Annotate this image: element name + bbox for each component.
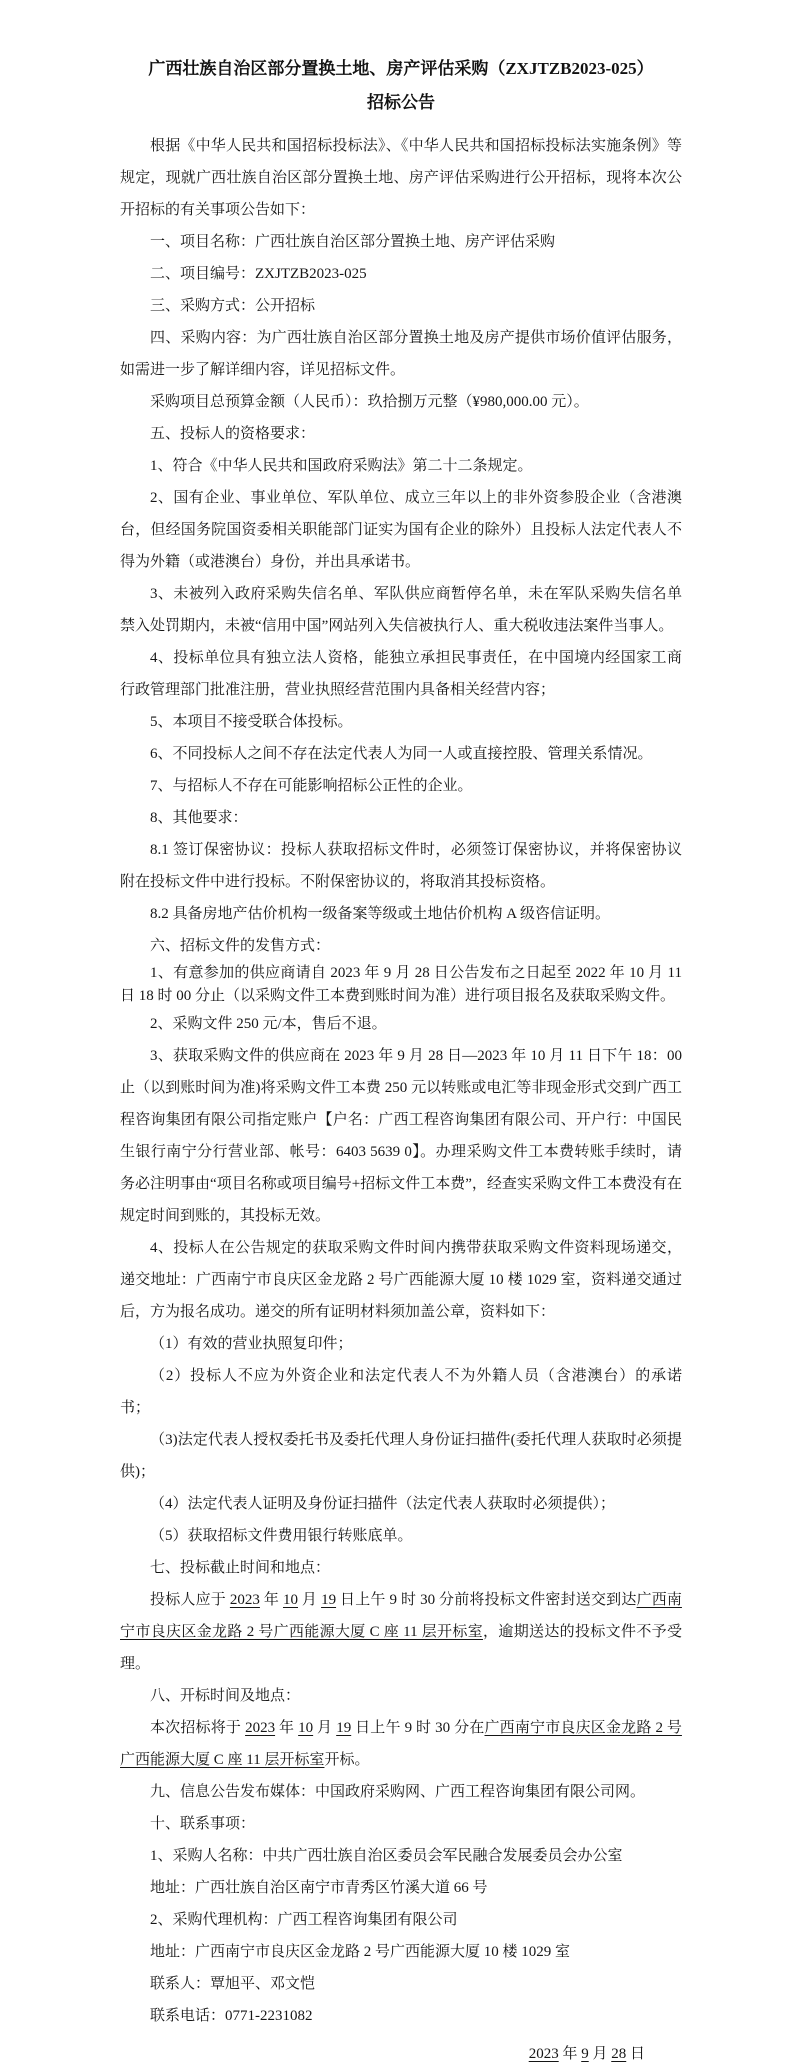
paragraph [120, 226, 682, 258]
paragraph [120, 1424, 682, 1488]
underlined-text: 10 [282, 1592, 298, 1608]
text-run: 开标。 [324, 1752, 370, 1768]
paragraph [120, 1808, 682, 1840]
text-run: 七、投标截止时间和地点： [150, 1560, 331, 1576]
text-run: 八、开标时间及地点： [150, 1688, 301, 1704]
text-run: 8.2 具备房地产估价机构一级备案等级或土地估价机构 A 级咨信证明。 [150, 906, 611, 922]
paragraph [120, 482, 682, 578]
text-run: 日上午 9 时 30 分前将投标文件密封送交到达 [336, 1592, 637, 1608]
underlined-text: 2023 [245, 1720, 276, 1736]
document-title: 广西壮族自治区部分置换土地、房产评估采购（ZXJTZB2023-025） [148, 59, 654, 78]
text-run: 7、与招标人不存在可能影响招标公正性的企业。 [150, 778, 473, 794]
text-run: 3、未被列入政府采购失信名单、军队供应商暂停名单，未在军队采购失信名单禁入处罚期内，未被“信用中国”网站列入失信被执行人、重大税收违法案件当事人。 [120, 586, 682, 634]
text-run: 年 [259, 1592, 283, 1608]
text-run: 日上午 9 时 30 分在 [351, 1720, 485, 1736]
text-run: 九、信息公告发布媒体：中国政府采购网、广西工程咨询集团有限公司网。 [150, 1784, 646, 1800]
text-run: 联系人：覃旭平、邓文恺 [150, 1976, 316, 1992]
paragraph [120, 1680, 682, 1712]
text-run: （4）法定代表人证明及身份证扫描件（法定代表人获取时必须提供）； [150, 1496, 616, 1512]
paragraph [120, 1040, 682, 1232]
paragraph [120, 770, 682, 802]
text-run: 地址：广西壮族自治区南宁市青秀区竹溪大道 66 号 [150, 1880, 488, 1896]
text-run: 一、项目名称：广西壮族自治区部分置换土地、房产评估采购 [150, 234, 556, 250]
text-run: 2、国有企业、事业单位、军队单位、成立三年以上的非外资参股企业（含港澳台，但经国务院国资委相关职能部门证实为国有企业的除外）且投标人法定代表人不得为外籍（或港澳台）身份，并出具承诺书。 [120, 490, 682, 570]
text-run: 1、有意参加的供应商请自 2023 年 9 月 28 日公告发布之日起至 2022 年 10 月 11 日 18 时 00 分止（以采购文件工本费到账时间为准）进行项目报名及获取采购文件。 [120, 965, 682, 1004]
paragraph [120, 1552, 682, 1584]
paragraph [120, 1712, 682, 1776]
paragraph [120, 706, 682, 738]
paragraph [120, 738, 682, 770]
text-run: 日 [626, 2046, 645, 2062]
paragraph [120, 962, 682, 1008]
document-body [120, 130, 682, 2032]
text-run: 联系电话：0771-2231082 [150, 2008, 313, 2024]
text-run: 月 [313, 1720, 337, 1736]
text-run: 根据《中华人民共和国招标投标法》、《中华人民共和国招标投标法实施条例》等规定，现就广西壮族自治区部分置换土地、房产评估采购进行公开招标，现将本次公开招标的有关事项公告如下： [120, 138, 682, 218]
paragraph [120, 1840, 682, 1872]
text-run: 2、采购文件 250 元/本，售后不退。 [150, 1016, 387, 1032]
text-run: 8、其他要求： [150, 810, 248, 826]
text-run: 4、投标人在公告规定的获取采购文件时间内携带获取采购文件资料现场递交，递交地址：广西南宁市良庆区金龙路 2 号广西能源大厦 10 楼 1029 室，资料递交通过后，方为报名成功。递交的所有证明材料须加盖公章，资料如下： [120, 1240, 682, 1320]
underlined-text: 19 [336, 1720, 352, 1736]
text-run: 1、采购人名称：中共广西壮族自治区委员会军民融合发展委员会办公室 [150, 1848, 623, 1864]
text-run: 二、项目编号：ZXJTZB2023-025 [150, 266, 367, 282]
text-run: 年 [275, 1720, 299, 1736]
paragraph [120, 1776, 682, 1808]
text-run: 四、采购内容：为广西壮族自治区部分置换土地及房产提供市场价值评估服务，如需进一步了解详细内容，详见招标文件。 [120, 330, 682, 378]
text-run: （5）获取招标文件费用银行转账底单。 [150, 1528, 413, 1544]
paragraph [120, 1872, 682, 1904]
paragraph [120, 578, 682, 642]
text-run: 3、获取采购文件的供应商在 2023 年 9 月 28 日—2023 年 10 月 11 日下午 18：00 止（以到账时间为准)将采购文件工本费 250 元以转账或电汇等非现金形式交到广西工程咨询集团有限公司指定账户【户名：广西工程咨询集团有限公司、开户行：中国民生银行南宁分行营业部、帐号：6403 5639 0】。办理采购文件工本费转账手续时，请务必注明事由“项目名称或项目编号+招标文件工本费”，经查实采购文件工本费没有在规定时间到账的，其投标无效。 [120, 1048, 682, 1224]
text-run: （2）投标人不应为外资企业和法定代表人不为外籍人员（含港澳台）的承诺书； [120, 1368, 682, 1416]
paragraph [120, 642, 682, 706]
text-run: 月 [588, 2046, 612, 2062]
paragraph [120, 1968, 682, 2000]
text-run: 年 [558, 2046, 582, 2062]
text-run: 六、招标文件的发售方式： [150, 938, 331, 954]
paragraph [120, 130, 682, 226]
document-subtitle: 招标公告 [367, 93, 435, 112]
paragraph [120, 418, 682, 450]
underlined-text: 2023 [229, 1592, 260, 1608]
paragraph [120, 2000, 682, 2032]
paragraph [120, 898, 682, 930]
text-run: 采购项目总预算金额（人民币）：玖拾捌万元整（¥980,000.00 元）。 [150, 394, 589, 410]
text-run: 月 [297, 1592, 322, 1608]
paragraph [120, 386, 682, 418]
paragraph [120, 1936, 682, 1968]
text-run: 2、采购代理机构：广西工程咨询集团有限公司 [150, 1912, 458, 1928]
underlined-text: 广西南宁市良庆区金龙路 2 号广西能源大厦 C 座 11 层开标室 [120, 1592, 682, 1640]
underlined-text: 28 [611, 2046, 627, 2062]
paragraph [120, 1360, 682, 1424]
underlined-text: 19 [321, 1592, 337, 1608]
paragraph [120, 290, 682, 322]
paragraph [120, 1488, 682, 1520]
paragraph [120, 1232, 682, 1328]
text-run: 本次招标将于 [150, 1720, 246, 1736]
paragraph [120, 1008, 682, 1040]
text-run: 五、投标人的资格要求： [150, 426, 316, 442]
text-run: 6、不同投标人之间不存在法定代表人为同一人或直接控股、管理关系情况。 [150, 746, 653, 762]
text-run: 8.1 签订保密协议：投标人获取招标文件时，必须签订保密协议，并将保密协议附在投标文件中进行投标。不附保密协议的，将取消其投标资格。 [120, 842, 682, 890]
text-run: 5、本项目不接受联合体投标。 [150, 714, 353, 730]
publish-date [120, 2038, 682, 2070]
paragraph [120, 1584, 682, 1680]
paragraph [120, 258, 682, 290]
text-run: 投标人应于 [150, 1592, 230, 1608]
text-run: 三、采购方式：公开招标 [150, 298, 316, 314]
paragraph [120, 802, 682, 834]
text-run: （3)法定代表人授权委托书及委托代理人身份证扫描件(委托代理人获取时必须提供)； [120, 1432, 682, 1480]
paragraph [120, 1328, 682, 1360]
text-run: 4、投标单位具有独立法人资格，能独立承担民事责任，在中国境内经国家工商行政管理部门批准注册，营业执照经营范围内具备相关经营内容； [120, 650, 682, 698]
text-run: （1）有效的营业执照复印件； [150, 1336, 353, 1352]
paragraph [120, 834, 682, 898]
paragraph [120, 1904, 682, 1936]
text-run: ，逾期送达的投标文件不予受理。 [120, 1624, 682, 1672]
underlined-text: 广西南宁市良庆区金龙路 2 号广西能源大厦 C 座 11 层开标室 [120, 1720, 682, 1768]
underlined-text: 10 [298, 1720, 314, 1736]
underlined-text: 9 [581, 2046, 589, 2062]
text-run: 1、符合《中华人民共和国政府采购法》第二十二条规定。 [150, 458, 533, 474]
text-run: 十、联系事项： [150, 1816, 256, 1832]
text-run: 地址：广西南宁市良庆区金龙路 2 号广西能源大厦 10 楼 1029 室 [150, 1944, 571, 1960]
paragraph [120, 450, 682, 482]
paragraph [120, 322, 682, 386]
underlined-text: 2023 [528, 2046, 559, 2062]
paragraph [120, 930, 682, 962]
paragraph [120, 1520, 682, 1552]
